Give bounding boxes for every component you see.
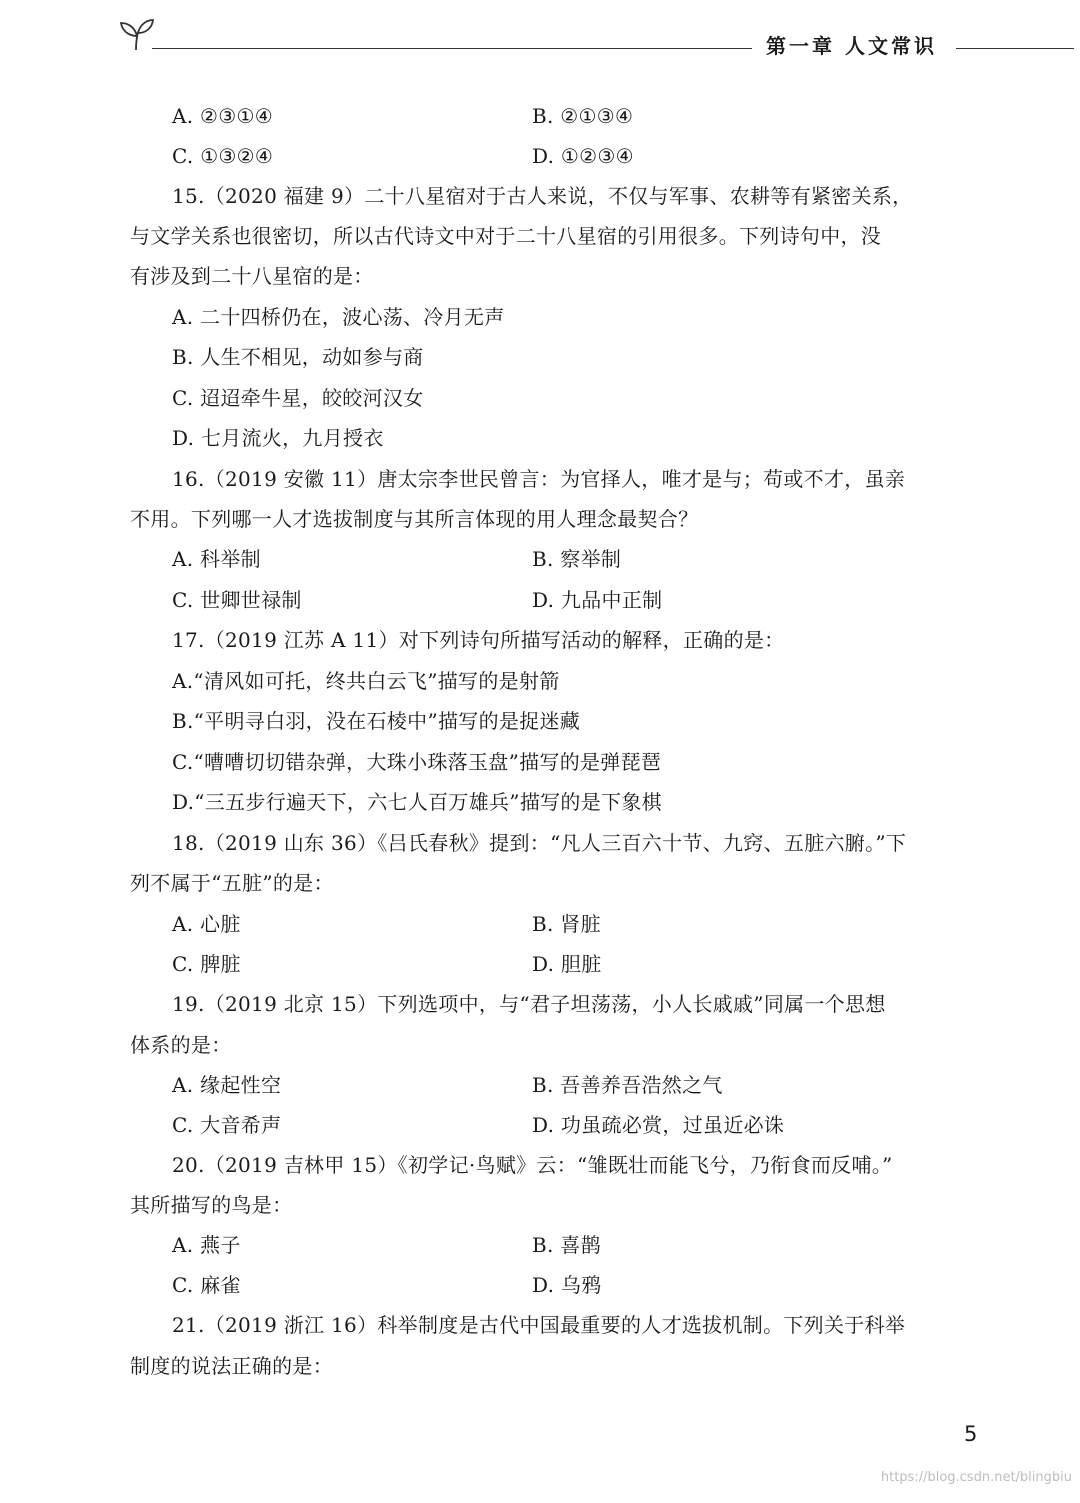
question-17-line-1: 17.（2019 江苏 A 11）对下列诗句所描写活动的解释，正确的是：	[172, 628, 785, 652]
question-19-line-2: 体系的是：	[130, 1033, 232, 1057]
question-16-option-a: A. 科举制	[172, 547, 261, 571]
header-rule-left	[152, 48, 752, 49]
question-18-option-b: B. 肾脏	[532, 912, 601, 936]
question-19-option-c: C. 大音希声	[172, 1113, 282, 1137]
question-16-option-d: D. 九品中正制	[532, 588, 663, 612]
question-18-option-a: A. 心脏	[172, 912, 241, 936]
question-17-option-b: B.“平明寻白羽，没在石棱中”描写的是捉迷藏	[172, 709, 581, 733]
question-19-option-d: D. 功虽疏必赏，过虽近必诛	[532, 1113, 785, 1137]
option-c: C. ①③②④	[172, 144, 274, 168]
question-19-line-1: 19.（2019 北京 15）下列选项中，与“君子坦荡荡，小人长戚戚”同属一个思想	[172, 992, 886, 1016]
question-20-line-1: 20.（2019 吉林甲 15）《初学记·鸟赋》云：“雏既壮而能飞兮，乃衔食而反哺。”	[172, 1153, 893, 1177]
question-21-line-1: 21.（2019 浙江 16）科举制度是古代中国最重要的人才选拔机制。下列关于科举	[172, 1313, 906, 1337]
question-15-option-d: D. 七月流火，九月授衣	[172, 426, 384, 450]
question-19-option-b: B. 吾善养吾浩然之气	[532, 1073, 723, 1097]
question-20-option-b: B. 喜鹊	[532, 1233, 601, 1257]
watermark: https://blog.csdn.net/blingbiu	[880, 1470, 1072, 1485]
question-17-option-d: D.“三五步行遍天下，六七人百万雄兵”描写的是下象棋	[172, 790, 662, 814]
question-20-option-c: C. 麻雀	[172, 1273, 241, 1297]
header-rule-right	[956, 48, 1074, 49]
question-17-option-c: C.“嘈嘈切切错杂弹，大珠小珠落玉盘”描写的是弹琵琶	[172, 750, 662, 774]
question-15-option-a: A. 二十四桥仍在，波心荡、冷月无声	[172, 305, 505, 329]
sprout-icon	[116, 14, 156, 54]
option-a: A. ②③①④	[172, 104, 273, 128]
question-17-option-a: A.“清风如可托，终共白云飞”描写的是射箭	[172, 669, 560, 693]
question-15-option-b: B. 人生不相见，动如参与商	[172, 345, 424, 369]
question-16-line-1: 16.（2019 安徽 11）唐太宗李世民曾言：为官择人，唯才是与；苟或不才，虽亲	[172, 467, 906, 491]
question-19-option-a: A. 缘起性空	[172, 1073, 282, 1097]
question-18-line-2: 列不属于“五脏”的是：	[130, 871, 334, 895]
running-head: 第一章 人文常识	[766, 34, 937, 58]
question-16-option-b: B. 察举制	[532, 547, 622, 571]
question-15-option-c: C. 迢迢牵牛星，皎皎河汉女	[172, 386, 424, 410]
question-18-option-d: D. 胆脏	[532, 952, 602, 976]
question-20-option-d: D. 乌鸦	[532, 1273, 602, 1297]
question-18-line-1: 18.（2019 山东 36）《吕氏春秋》提到：“凡人三百六十节、九窍、五脏六腑。”下	[172, 831, 907, 855]
question-16-option-c: C. 世卿世禄制	[172, 588, 302, 612]
option-b: B. ②①③④	[532, 104, 634, 128]
page-number: 5	[964, 1422, 978, 1446]
question-20-line-2: 其所描写的鸟是：	[130, 1193, 293, 1217]
question-16-line-2: 不用。下列哪一人才选拔制度与其所言体现的用人理念最契合？	[130, 507, 699, 531]
question-15-line-1: 15.（2020 福建 9）二十八星宿对于古人来说，不仅与军事、农耕等有紧密关系，	[172, 184, 913, 208]
page-header	[0, 0, 1080, 80]
option-d: D. ①②③④	[532, 144, 634, 168]
question-15-line-2: 与文学关系也很密切，所以古代诗文中对于二十八星宿的引用很多。下列诗句中，没	[130, 224, 882, 248]
question-20-option-a: A. 燕子	[172, 1233, 241, 1257]
question-21-line-2: 制度的说法正确的是：	[130, 1354, 333, 1378]
question-18-option-c: C. 脾脏	[172, 952, 241, 976]
question-15-line-3: 有涉及到二十八星宿的是：	[130, 264, 374, 288]
